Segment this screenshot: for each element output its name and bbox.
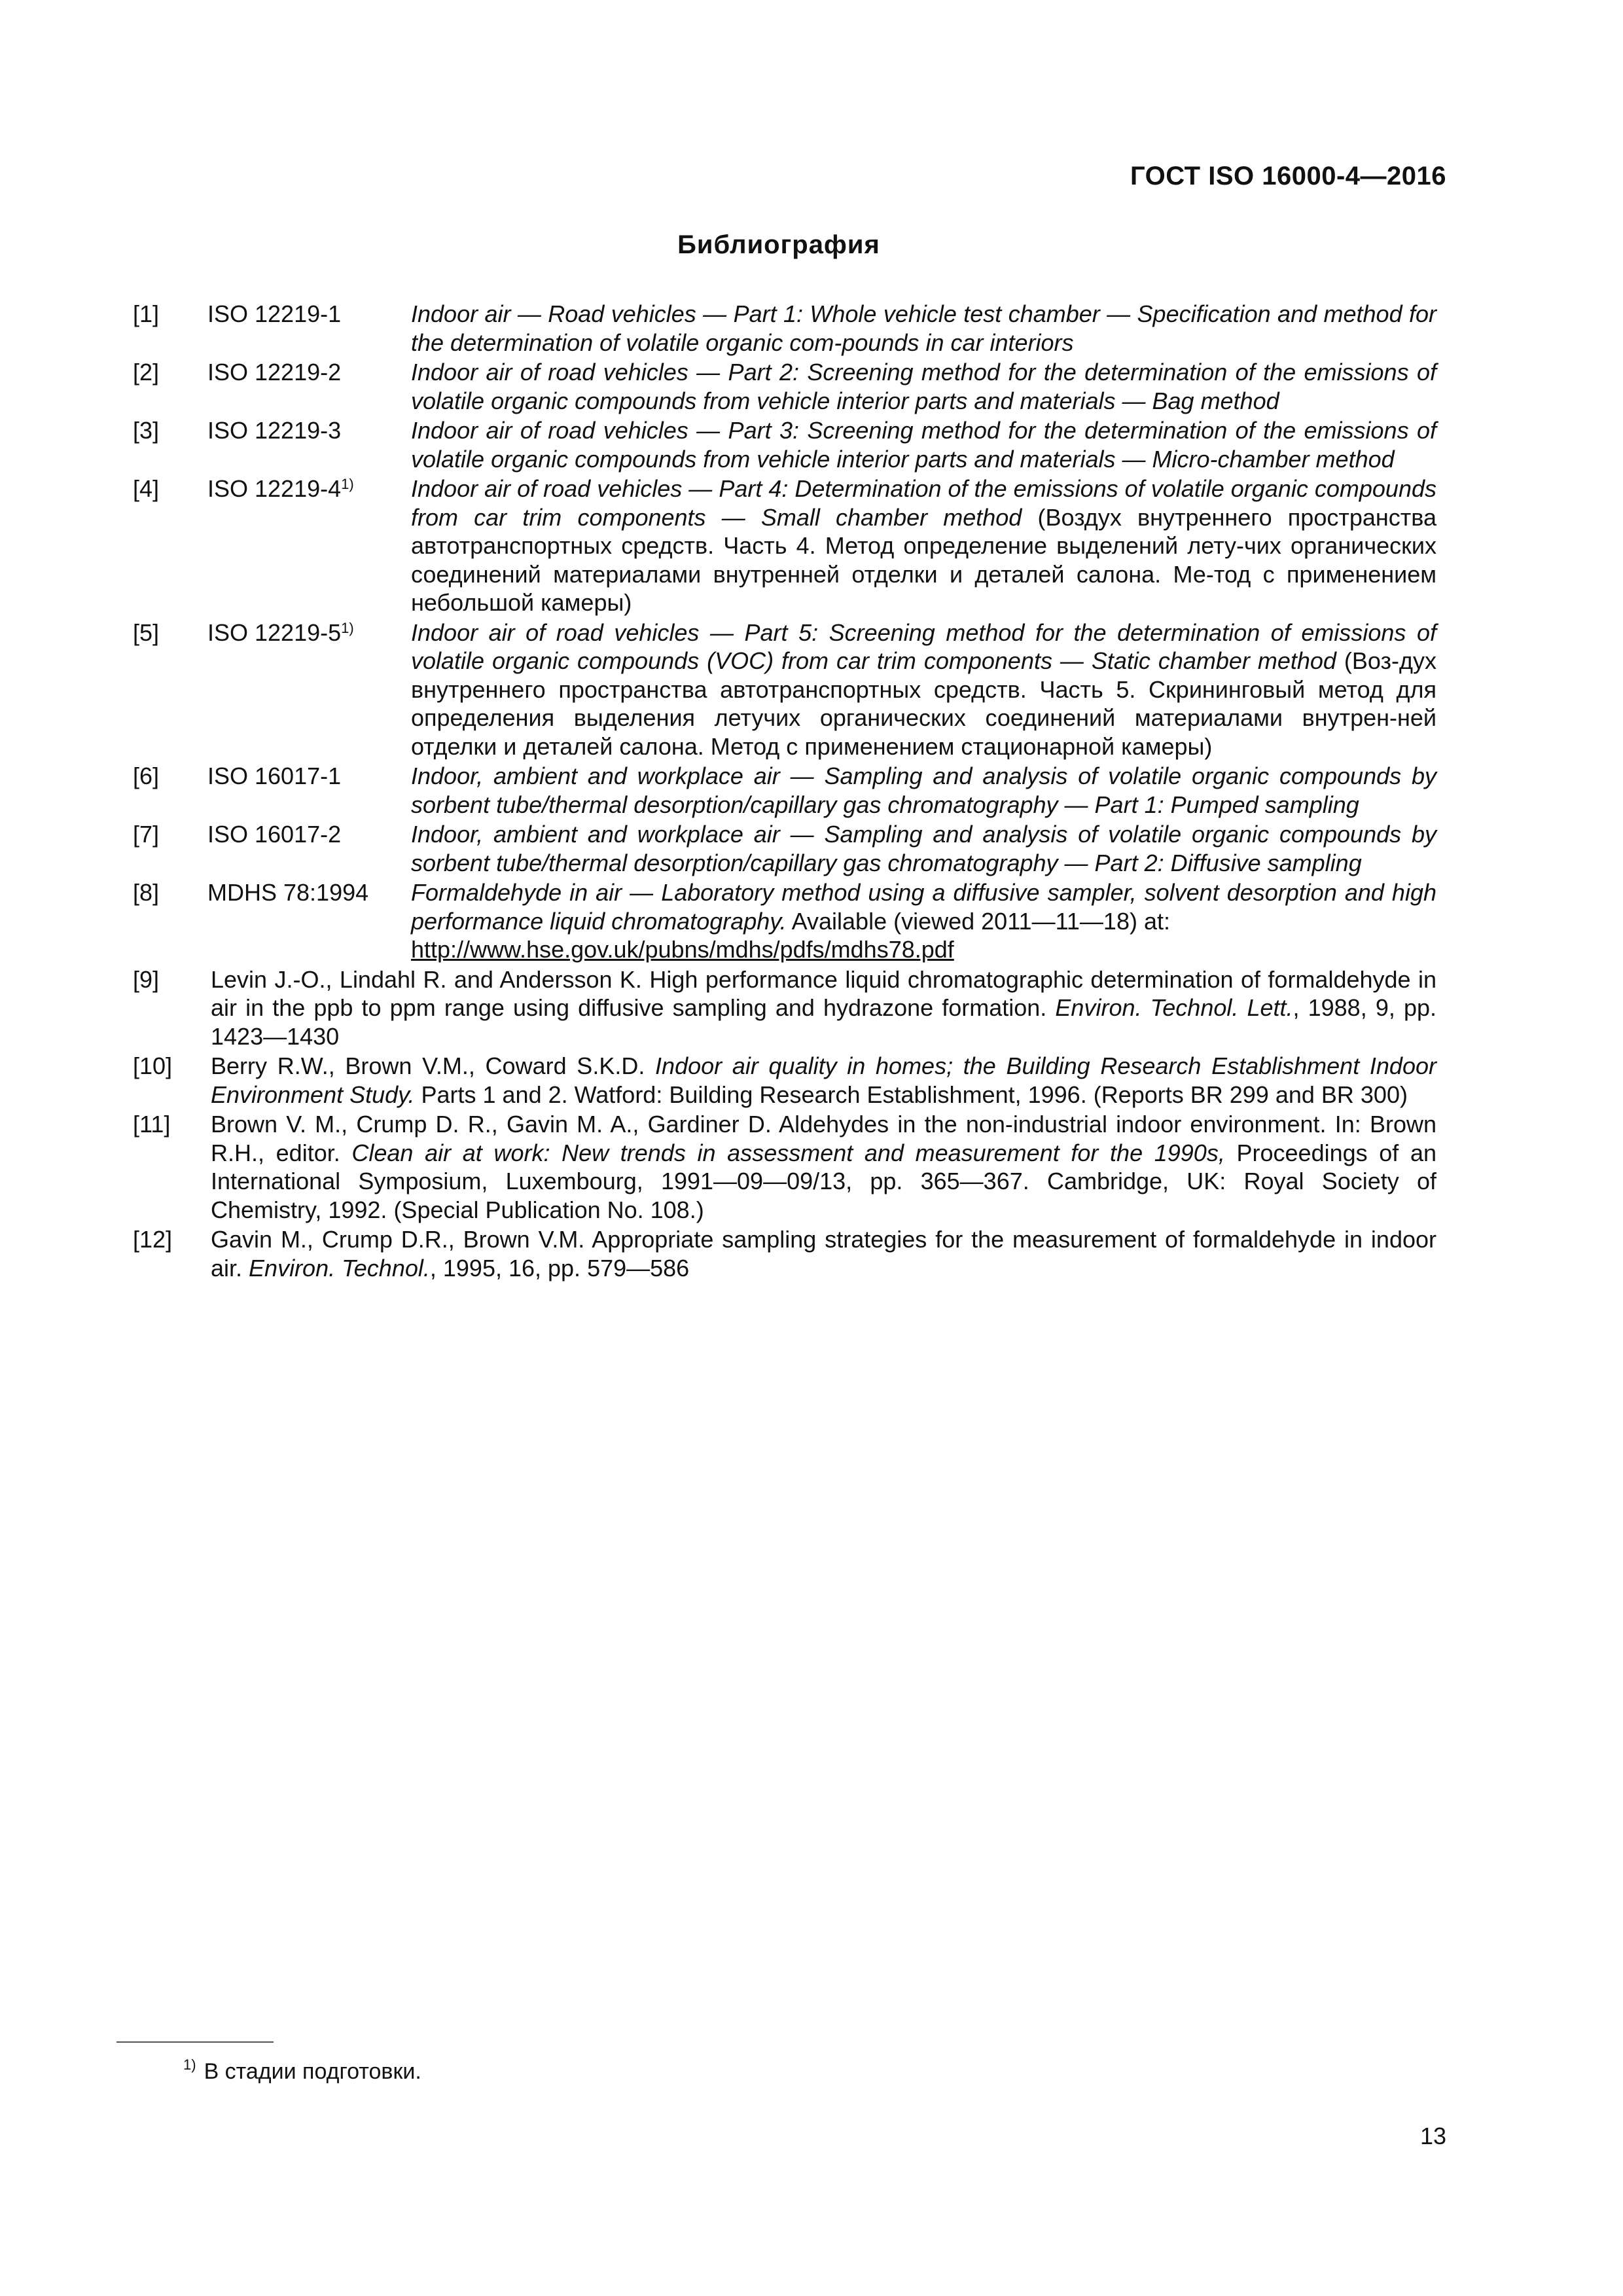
entry-title: Indoor air — Road vehicles — Part 1: Whole vehicle test chamber — Specification and method for the determination of volatile organic com-pounds in car interiors (411, 300, 1436, 356)
entry-code-text: ISO 12219-5 (207, 619, 342, 646)
entry-text (411, 878, 1436, 964)
entry-code (207, 619, 354, 647)
bibliography-list (128, 300, 1436, 1283)
entry-details: Parts 1 and 2. Watford: Building Research Establishment, 1996. (Reports BR 299 and BR 300) (414, 1081, 1408, 1108)
entry-authors: Brown V. M., Crump D. R., Gavin M. A., Gardiner D. Aldehydes in the non-industrial indoor environment. In: Brown R.H., editor. (211, 1111, 1436, 1166)
entry-authors: Levin J.-O., Lindahl R. and Andersson K. High performance liquid chromatographic determination of formaldehyde in air in the ppb to ppm range using diffusive sampling and hydrazone formation. (211, 965, 1436, 1021)
bibliography-entry (128, 878, 1436, 964)
bibliography-entry (128, 475, 1436, 617)
footnote-text: В стадии подготовки. (204, 2059, 421, 2084)
bibliography-entry (128, 619, 1436, 761)
footnote-reference: 1) (341, 619, 354, 636)
entry-title: Indoor air of road vehicles — Part 3: Screening method for the determination of the emissions of volatile organic compounds from vehicle interior parts and materials — Micro-chamber method (411, 417, 1436, 473)
entry-text (411, 300, 1436, 357)
entry-translation: (Воздух внутреннего пространства автотранспортных средств. Часть 4. Метод определение выделений лету-чих органических соединений материалами внутренней отделки и деталей салона. Ме-тод с применением небольшой камеры) (411, 503, 1436, 616)
entry-code: ISO 12219-2 (207, 359, 342, 386)
entry-text (411, 762, 1436, 819)
entry-text (411, 619, 1436, 761)
entry-text (211, 1225, 1436, 1282)
entry-number: [12] (133, 1226, 173, 1253)
entry-number: [6] (133, 762, 160, 789)
bibliography-entry (128, 300, 1436, 357)
entry-code (207, 475, 354, 503)
entry-authors: Berry R.W., Brown V.M., Coward S.K.D. (211, 1052, 656, 1079)
entry-text (411, 416, 1436, 473)
entry-code: ISO 16017-2 (207, 821, 342, 848)
entry-number: [4] (133, 475, 160, 502)
entry-url-link[interactable]: http://www.hse.gov.uk/pubns/mdhs/pdfs/mdhs78.pdf (411, 936, 954, 963)
entry-title: Indoor, ambient and workplace air — Sampling and analysis of volatile organic compounds by sorbent tube/thermal desorption/capillary gas chromatography — Part 2: Diffusive sampling (411, 821, 1436, 876)
entry-title: Indoor air of road vehicles — Part 4: Determination of the emissions of volatile organic compounds from car trim components — Small chamber method (411, 475, 1436, 531)
entry-title: Indoor, ambient and workplace air — Sampling and analysis of volatile organic compounds by sorbent tube/thermal desorption/capillary gas chromatography — Part 1: Pumped sampling (411, 762, 1436, 818)
entry-details: , 1995, 16, pp. 579—586 (429, 1254, 690, 1282)
bibliography-entry (128, 1225, 1436, 1282)
entry-availability: Available (viewed 2011—11—18) at: (786, 907, 1170, 935)
entry-title: Clean air at work: New trends in assessment and measurement for the 1990s, (351, 1139, 1225, 1166)
entry-details: , 1988, 9, pp. 1423—1430 (211, 994, 1436, 1050)
entry-code: MDHS 78:1994 (207, 879, 369, 906)
bibliography-entry (128, 820, 1436, 877)
bibliography-entry (128, 1052, 1436, 1109)
page-title: Библиография (677, 230, 880, 259)
entry-details: Proceedings of an International Symposium, Luxembourg, 1991—09—09/13, pp. 365—367. Cambridge, UK: Royal Society of Chemistry, 1992. (Special Publication No. 108.) (211, 1139, 1437, 1223)
entry-text (211, 1052, 1436, 1109)
entry-text (211, 965, 1436, 1051)
entry-title: Indoor air of road vehicles — Part 5: Screening method for the determination of emissions of volatile organic compounds (VOC) from car trim components — Static chamber method (411, 619, 1436, 674)
entry-code: ISO 12219-1 (207, 300, 342, 327)
footnote-reference: 1) (341, 476, 354, 492)
entry-text (411, 475, 1436, 617)
entry-title: Indoor air of road vehicles — Part 2: Screening method for the determination of the emissions of volatile organic compounds from vehicle interior parts and materials — Bag method (411, 359, 1436, 414)
footnote-mark: 1) (183, 2056, 196, 2073)
entry-number: [2] (133, 359, 160, 386)
bibliography-entry (128, 416, 1436, 473)
footnote-divider (116, 2041, 274, 2043)
entry-journal: Environ. Technol. (249, 1254, 430, 1282)
bibliography-entry (128, 965, 1436, 1051)
entry-number: [10] (133, 1052, 173, 1079)
entry-number: [7] (133, 821, 160, 848)
entry-code: ISO 16017-1 (207, 762, 342, 789)
entry-number: [1] (133, 300, 160, 327)
entry-text (411, 358, 1436, 415)
bibliography-entry (128, 358, 1436, 415)
entry-authors: Gavin M., Crump D.R., Brown V.M. Appropriate sampling strategies for the measurement of formaldehyde in indoor air. (211, 1226, 1436, 1282)
entry-number: [3] (133, 417, 160, 444)
entry-title: Indoor air quality in homes; the Building Research Establishment Indoor Environment Study. (211, 1052, 1436, 1108)
bibliography-entry (128, 1110, 1436, 1224)
entry-number: [8] (133, 879, 160, 906)
footnote (183, 2056, 421, 2085)
entry-title: Formaldehyde in air — Laboratory method using a diffusive sampler, solvent desorption and high performance liquid chromatography. (411, 879, 1436, 935)
entry-translation: (Воз-дух внутреннего пространства автотранспортных средств. Часть 5. Скрининговый метод для определения выделения летучих органических соединений материалами внутрен-ней отделки и деталей салона. Метод с применением стационарной камеры) (411, 647, 1437, 760)
entry-code-text: ISO 12219-4 (207, 475, 342, 502)
entry-code: ISO 12219-3 (207, 417, 342, 444)
entry-number: [5] (133, 619, 160, 646)
entry-text (411, 820, 1436, 877)
entry-number: [11] (133, 1111, 171, 1138)
entry-text (211, 1110, 1436, 1224)
bibliography-entry (128, 762, 1436, 819)
page-number: 13 (1419, 2123, 1446, 2149)
entry-number: [9] (133, 965, 160, 993)
entry-journal: Environ. Technol. Lett. (1055, 994, 1293, 1021)
standard-code: ГОСТ ISO 16000-4—2016 (1130, 162, 1446, 190)
